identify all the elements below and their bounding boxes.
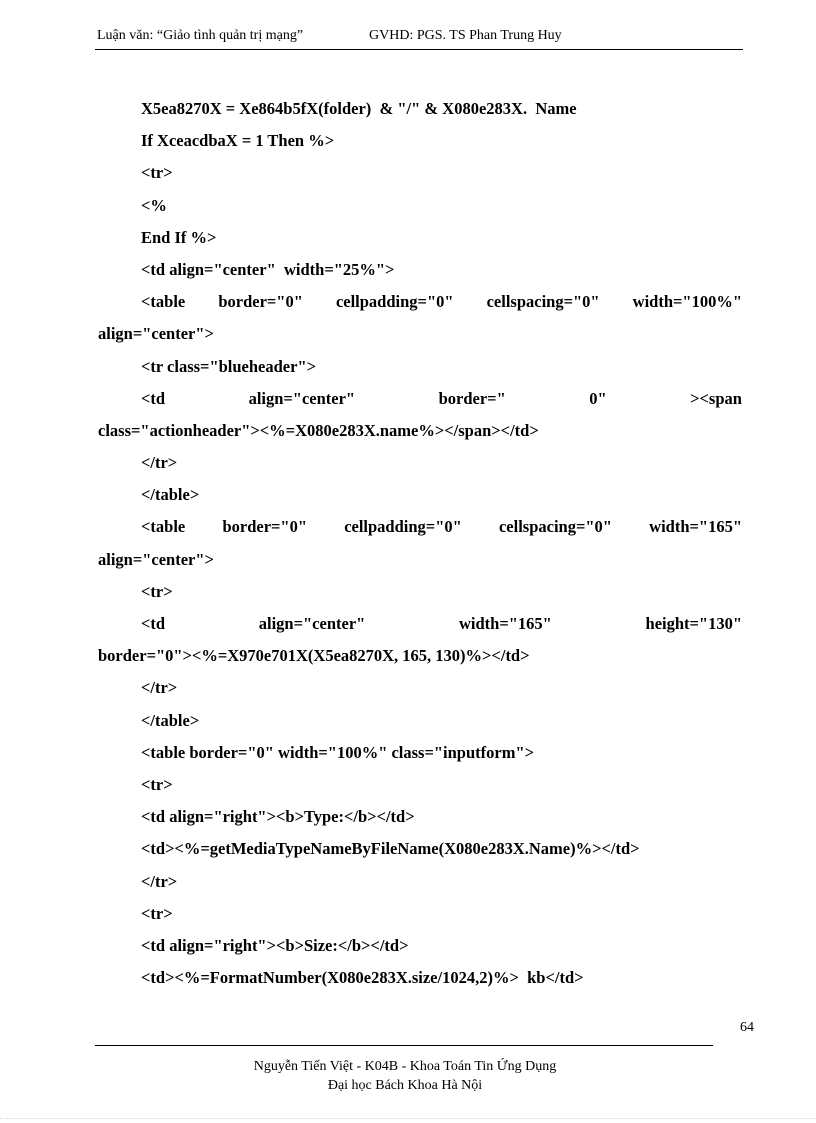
code-line: align="center"> <box>98 324 214 344</box>
code-line: <% <box>141 195 167 215</box>
code-line: </tr> <box>141 453 178 473</box>
code-line: <tr> <box>141 581 173 601</box>
code-token: cellspacing="0" <box>498 517 612 537</box>
code-token: width="165" <box>459 614 552 633</box>
page-number: 64 <box>740 1020 754 1035</box>
page-footer <box>95 1057 715 1095</box>
code-line: <td align="right"><b>Size:</b></td> <box>141 935 409 955</box>
advisor-name: GVHD: PGS. TS Phan Trung Huy <box>369 28 562 43</box>
page-header <box>97 28 743 44</box>
code-token: <td <box>141 388 166 408</box>
code-token: border="0" <box>222 517 307 537</box>
page-edge-divider <box>0 1118 816 1119</box>
header-rule <box>95 49 743 50</box>
footer-author: Nguyễn Tiến Việt - K04B - Khoa Toán Tin Ứng Dụng <box>253 1059 557 1074</box>
code-token: 0" <box>589 388 607 408</box>
code-token: cellpadding="0" <box>335 292 454 312</box>
code-line-justified <box>98 383 742 415</box>
code-token: border=" <box>438 388 506 408</box>
footer-school: Đại học Bách Khoa Hà Nội <box>327 1078 483 1093</box>
code-line: class="actionheader"><%=X080e283X.name%></span></td> <box>98 420 539 440</box>
code-token: <td <box>141 614 166 633</box>
code-line: </tr> <box>141 871 178 891</box>
code-line: <tr class="blueheader"> <box>141 356 317 376</box>
code-line: <table border="0" width="100%" class="inputform"> <box>141 742 535 762</box>
code-token: width="165" <box>649 517 742 537</box>
code-token: height="130" <box>645 614 742 633</box>
thesis-title: Luận văn: “Giảo tình quản trị mạng” <box>97 28 304 43</box>
code-token: align="center" <box>258 614 366 633</box>
code-line: </tr> <box>141 678 178 698</box>
code-line: <tr> <box>141 163 173 183</box>
code-line: <tr> <box>141 774 173 794</box>
code-line: <td><%=FormatNumber(X080e283X.size/1024,2)%> kb</td> <box>141 968 584 988</box>
code-line: <td align="center" width="25%"> <box>141 259 395 279</box>
code-line-justified <box>98 286 742 318</box>
code-line: </table> <box>141 710 200 730</box>
code-token: border="0" <box>218 292 303 312</box>
code-line: <td align="right"><b>Type:</b></td> <box>141 807 415 827</box>
code-line-justified <box>98 608 742 640</box>
code-token: width="100%" <box>632 292 742 312</box>
code-line: X5ea8270X = Xe864b5fX(folder) & "/" & X080e283X. Name <box>141 99 577 118</box>
code-token: cellpadding="0" <box>344 517 462 537</box>
code-line-justified <box>98 511 742 543</box>
code-line: align="center"> <box>98 549 214 569</box>
code-token: ><span <box>690 388 742 408</box>
footer-rule <box>95 1045 713 1046</box>
code-line: </table> <box>141 485 200 505</box>
code-token: cellspacing="0" <box>486 292 600 312</box>
code-listing <box>98 93 742 994</box>
code-token: <table <box>141 517 186 537</box>
code-token: <table <box>141 292 186 312</box>
code-line: End If %> <box>141 227 217 247</box>
code-line: If XceacdbaX = 1 Then %> <box>141 131 335 151</box>
code-token: align="center" <box>248 388 356 408</box>
code-line: border="0"><%=X970e701X(X5ea8270X, 165, 130)%></td> <box>98 646 530 666</box>
code-line: <tr> <box>141 903 173 923</box>
code-line: <td><%=getMediaTypeNameByFileName(X080e283X.Name)%></td> <box>141 839 640 859</box>
